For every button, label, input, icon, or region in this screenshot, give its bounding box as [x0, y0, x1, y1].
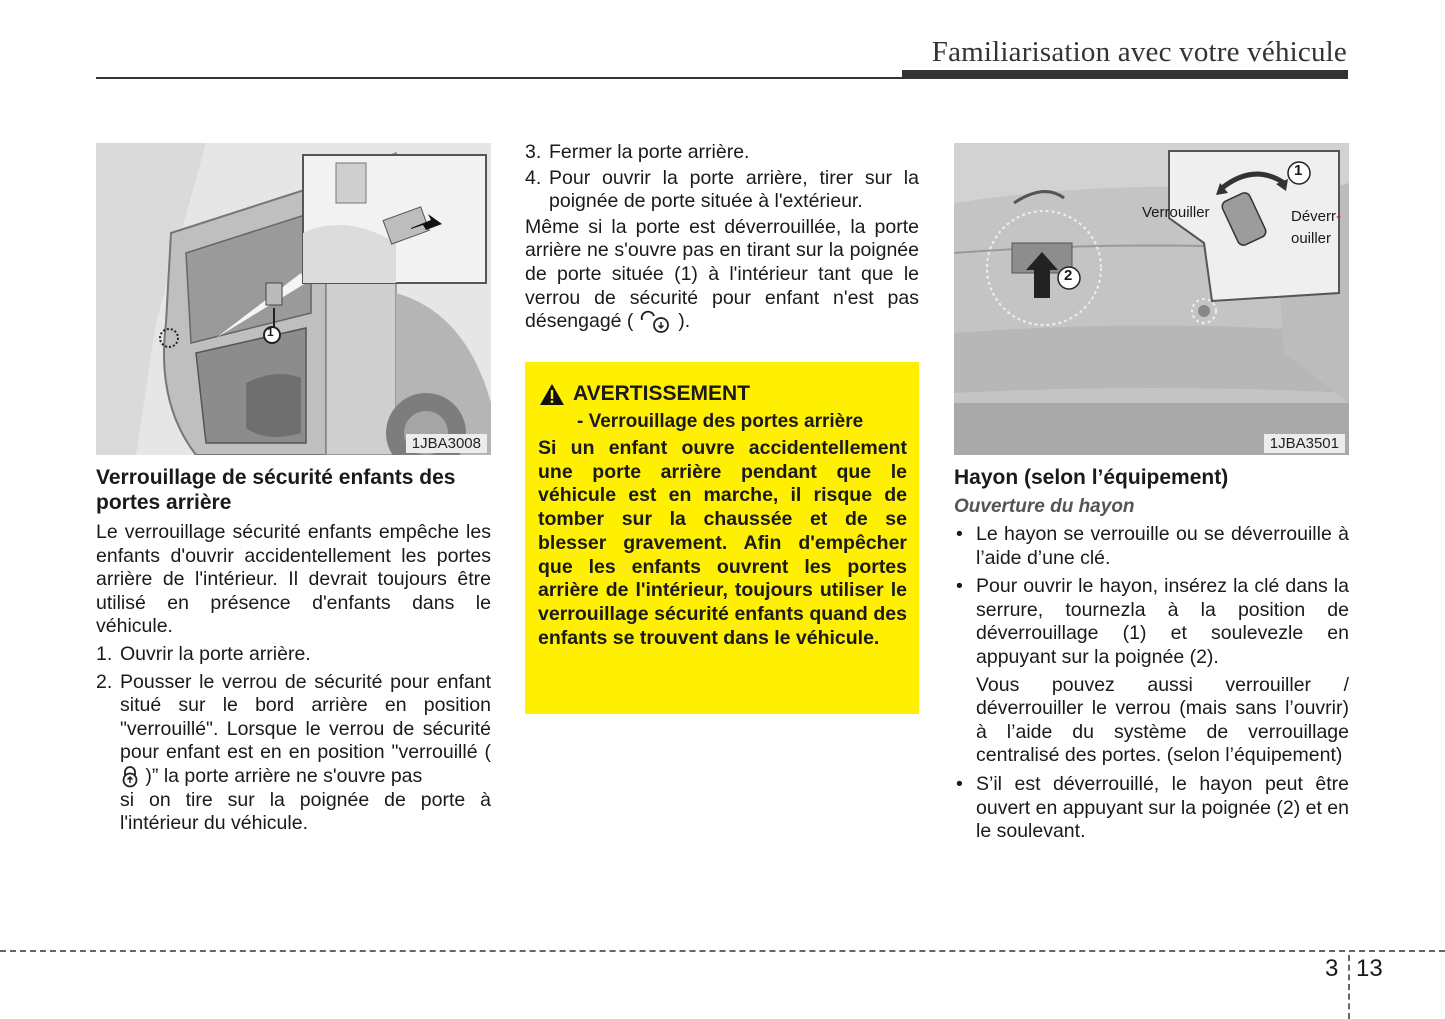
warning-body: Si un enfant ouvre accidentellement une porte arrière pendant que le véhicule est en marche, il risque de tomber sur la chaussée et de se blesser gravement. Afin d'empêcher que les enfants ouvrent les portes arrière de l'intérieur, toujours utiliser le verrouillage sécurité enfants quand des enfants se trouvent dans le véhicule.: [538, 437, 907, 649]
list-item: [954, 575, 1349, 669]
rear-door-illustration: [96, 143, 491, 455]
step-number: 1.: [96, 642, 113, 665]
bullet-text: S’il est déverrouillé, le hayon peut être ouvert en appuyant sur la poignée (2) et en le soulevant.: [976, 772, 1349, 843]
step-text: [120, 671, 491, 836]
intro-paragraph: Le verrouillage sécurité enfants empêche les enfants d'ouvrir accidentellement les portes arrière de l'intérieur. Il devrait toujours être utilisé en présence d'enfants dans le véhicule.: [96, 521, 491, 638]
list-item: [525, 141, 919, 165]
bullet: •: [956, 575, 963, 598]
figure-label-unlock-part: Déverr: [1291, 208, 1337, 225]
bullet: •: [956, 523, 963, 545]
list-item-continuation: [954, 674, 1349, 768]
figure-callout-2: 2: [1064, 267, 1073, 284]
note-text: Même si la porte est déverrouillée, la porte arrière ne s'ouvre pas en tirant sur la poignée de porte située (1) à l'intérieur tant que le verrou de sécurité pour enfant n'est pas désengagé (: [525, 215, 919, 333]
list-item: [954, 773, 1349, 844]
step-text: Fermer la porte arrière.: [549, 141, 750, 163]
header-rule: [96, 77, 904, 79]
figure-label-lock: Verrouiller: [1142, 204, 1210, 221]
warning-box: [525, 362, 919, 714]
list-item: [954, 523, 1349, 570]
step-number: 4.: [525, 166, 542, 189]
chapter-title: Familiarisation avec votre véhicule: [931, 36, 1347, 68]
page-number-divider: [1348, 955, 1350, 1019]
right-column: [954, 143, 1349, 844]
figure-label-unlock: [1291, 206, 1341, 250]
figure-label-unlock-dash: -: [1336, 208, 1342, 225]
step-number: 2.: [96, 670, 113, 693]
header-bar: [902, 70, 1348, 79]
unlock-icon: [639, 310, 673, 334]
section-title-child-lock: Verrouillage de sécurité enfants des portes arrière: [96, 466, 456, 514]
step-text-part: Pousser le verrou de sécurité pour enfant situé sur le bord arrière en position "verrouillé". Lorsque le verrou de sécurité pour enfant est en en position "verrouillé (: [120, 670, 491, 764]
bullet-text: Vous pouvez aussi verrouiller / déverrouiller le verrou (mais sans l’ouvrir) à l’aide du système de verrouillage centralisé des portes. (selon l’équipement): [976, 673, 1349, 767]
middle-column: [525, 143, 919, 334]
step-text: Pour ouvrir la porte arrière, tirer sur la poignée de porte située à l'extérieur.: [549, 166, 919, 213]
note-text: ).: [678, 310, 691, 333]
figure-code: 1JBA3008: [406, 434, 487, 453]
bullet-text: Pour ouvrir le hayon, insérez la clé dans la serrure, tournezla à la position de déverrouillage (1) et soulevezle en appuyant sur la poignée (2).: [976, 575, 1349, 668]
step-text: Ouvrir la porte arrière.: [120, 642, 311, 665]
bullet-text: Le hayon se verrouille ou se déverrouille à l’aide d’une clé.: [976, 523, 1349, 569]
page-number: 13: [1356, 955, 1383, 982]
tailgate-illustration: [954, 143, 1349, 455]
bullet-spacer: [954, 674, 976, 768]
list-item: [525, 167, 919, 214]
section-title-tailgate: Hayon (selon l’équipement): [954, 466, 1229, 489]
bullet: •: [956, 772, 963, 795]
list-item: [96, 671, 491, 836]
warning-heading-text: AVERTISSEMENT: [573, 382, 750, 405]
lock-icon: [120, 766, 140, 788]
warning-subheading: - Verrouillage des portes arrière: [577, 411, 864, 432]
step-number: 3.: [525, 141, 542, 163]
figure-callout-1: 1: [267, 325, 274, 339]
tailgate-figure: [954, 143, 1349, 455]
footer-rule: [0, 950, 1445, 952]
left-column: [96, 143, 491, 836]
list-item: [96, 643, 491, 667]
figure-label-unlock-part: ouiller: [1291, 230, 1332, 247]
note-paragraph: [525, 216, 919, 334]
step-text-part: )” la porte arrière ne s'ouvre pas: [145, 764, 423, 787]
subsection-title: Ouverture du hayon: [954, 496, 1135, 517]
step-text-part: si on tire sur la poignée de porte à l'intérieur du véhicule.: [120, 788, 491, 835]
figure-callout-1: 1: [1294, 162, 1303, 179]
warning-heading: [539, 382, 750, 406]
warning-triangle-icon: [539, 383, 565, 406]
section-number: 3: [1325, 955, 1339, 982]
rear-door-figure: [96, 143, 491, 455]
figure-code: 1JBA3501: [1264, 434, 1345, 453]
